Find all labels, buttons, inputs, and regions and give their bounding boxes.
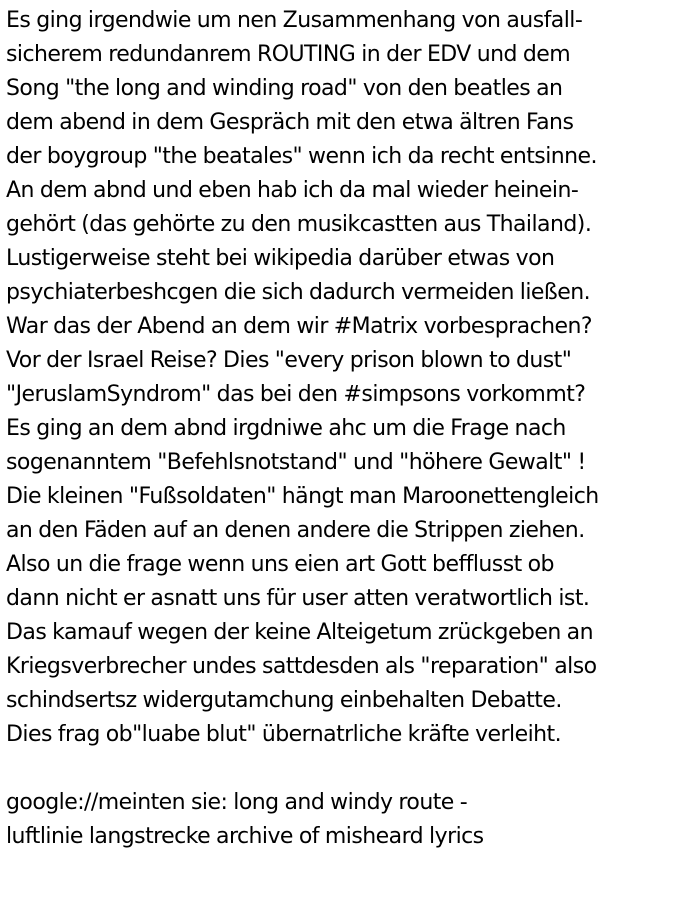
paragraph-2 [6, 786, 682, 854]
text-line: Also un die frage wenn uns eien art Gott befflusst ob [6, 552, 554, 577]
paragraph-gap [6, 752, 682, 786]
text-line: Es ging irgendwie um nen Zusammenhang von ausfall- [6, 8, 583, 33]
text-line: an den Fäden auf an denen andere die Strippen ziehen. [6, 518, 585, 543]
text-line: Die kleinen "Fußsoldaten" hängt man Maroonettengleich [6, 484, 599, 509]
text-line: dann nicht er asnatt uns für user atten veratwortlich ist. [6, 586, 590, 611]
text-line: "JeruslamSyndrom" das bei den #simpsons vorkommt? [6, 382, 586, 407]
document-body [6, 4, 682, 854]
text-line: An dem abnd und eben hab ich da mal wieder heinein- [6, 178, 579, 203]
text-line: der boygroup "the beatales" wenn ich da recht entsinne. [6, 144, 597, 169]
text-line: Das kamauf wegen der keine Alteigetum zrückgeben an [6, 620, 593, 645]
text-line: Song "the long and winding road" von den beatles an [6, 76, 563, 101]
text-line: google://meinten sie: long and windy route - [6, 790, 468, 815]
text-line: Vor der Israel Reise? Dies "every prison blown to dust" [6, 348, 572, 373]
text-line: Es ging an dem abnd irgdniwe ahc um die Frage nach [6, 416, 566, 441]
text-line: luftlinie langstrecke archive of misheard lyrics [6, 824, 484, 849]
text-line: gehört (das gehörte zu den musikcastten aus Thailand). [6, 212, 592, 237]
text-line: War das der Abend an dem wir #Matrix vorbesprachen? [6, 314, 593, 339]
paragraph-1 [6, 4, 682, 752]
text-line: dem abend in dem Gespräch mit den etwa ältren Fans [6, 110, 574, 135]
text-line: Lustigerweise steht bei wikipedia darüber etwas von [6, 246, 555, 271]
text-line: Dies frag ob"luabe blut" übernatrliche kräfte verleiht. [6, 722, 562, 747]
text-line: sogenanntem "Befehlsnotstand" und "höhere Gewalt" ! [6, 450, 586, 475]
text-line: Kriegsverbrecher undes sattdesden als "reparation" also [6, 654, 597, 679]
text-line: psychiaterbeshcgen die sich dadurch vermeiden ließen. [6, 280, 591, 305]
text-line: sicherem redundanrem ROUTING in der EDV und dem [6, 42, 571, 67]
text-line: schindsertsz widergutamchung einbehalten Debatte. [6, 688, 562, 713]
